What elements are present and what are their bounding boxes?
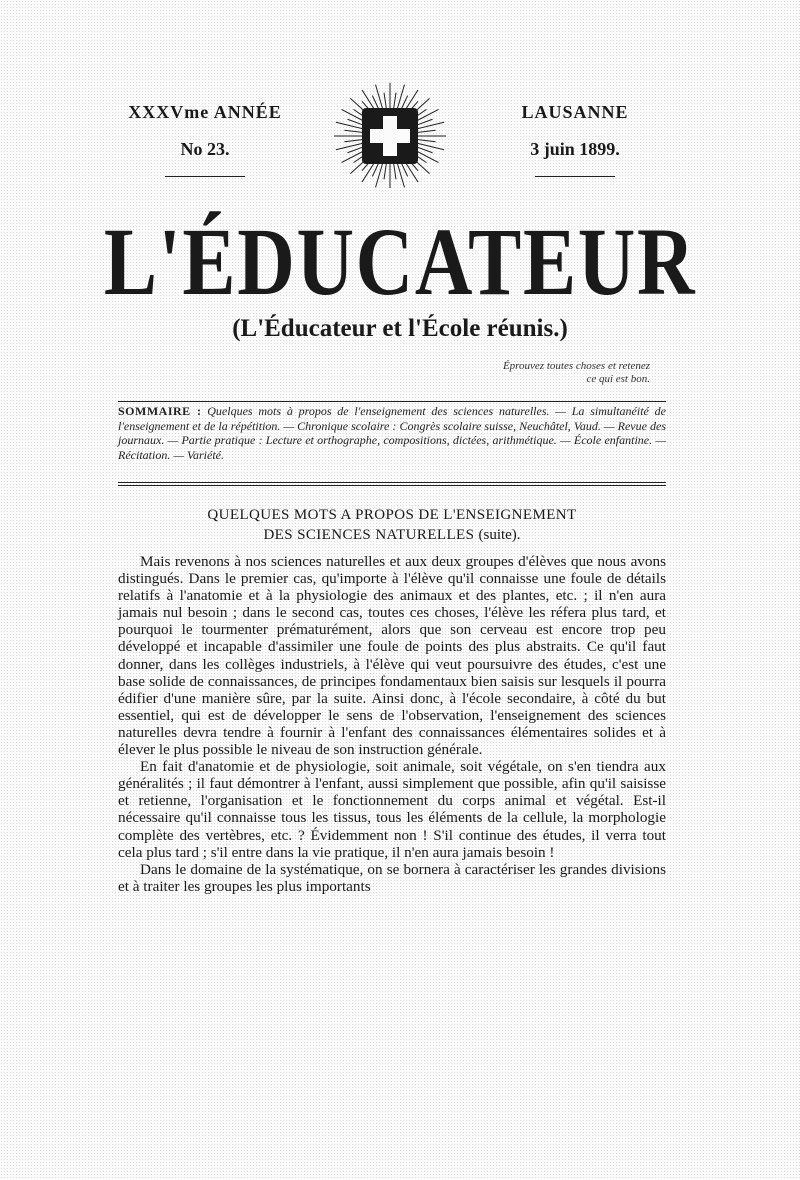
emblem-ray [393,93,396,111]
masthead-left-rule [165,176,245,177]
emblem-ray [336,143,365,150]
emblem-ray [397,85,405,111]
emblem-ray [384,93,387,111]
swiss-cross-emblem-icon [330,78,450,188]
emblem-ray [376,161,384,187]
article-title-line [118,525,666,545]
article-body [118,553,666,895]
motto-line: Éprouvez toutes choses et retenez [502,360,650,372]
paragraph: En fait d'anatomie et de physiologie, soit animale, soit végétale, on s'en tiendra aux généralités ; il faut démontrer à l'enfant, aussi simplement que possible, afin qu'il saisisse et retienne, l'organisation et le fonctionnement du corps animal et végétal. Est-il nécessaire qu'il connaisse tous les tissus, tous les éléments de la cellule, la morphologie complète des vertèbres, etc. ? Évidemment non ! S'il continue des études, il verra tout cela plus tard ; s'il entre dans la vie pratique, il n'en aura jamais besoin ! [118,758,666,861]
emblem-ray [384,162,387,180]
sommaire-rule-bottom [118,485,666,486]
sommaire-items: Quelques mots à propos de l'enseignement des sciences naturelles. — La simultanéité de l'enseignement et de la répétition. — Chronique scolaire : Congrès scolaire suisse, Neuchâtel, Vaud. — Revue des journaux. — Partie pratique : Lecture et orthographe, compositions, dictées, arithmétique. — École enfantine. — Récitation. — Variété. [118,404,666,462]
article-title [118,505,666,545]
paragraph: Dans le domaine de la systématique, on se bornera à caractériser les grandes divisions et à traiter les groupes les plus importants [118,860,666,895]
motto [420,360,650,386]
emblem-ray [416,130,436,132]
journal-title: L'ÉDUCATEUR [103,208,697,315]
paragraph: Mais revenons à nos sciences naturelles et aux deux groupes d'élèves que nous avons distingués. Dans le premier cas, qu'importe à l'élève qu'il connaisse une foule de détails relatifs à l'anatomie et à la physiologie des animaux et des plantes, etc. ; il n'en aura jamais nul besoin ; dans le second cas, toutes ces choses, l'élève les réfera plus tard, et pourquoi le tourmenter prématurément, alors que son cerveau est encore trop peu développé et incapable d'assimiler une foule de points des plus abstraits. Ce qu'il faut donner, dans les collèges industriels, à l'élève qui veut poursuivre des études, c'est une base solide de connaissances, de principes fondamentaux bien saisis sur lesquels il pourra édifier d'une manière sûre, par la suite. Ainsi donc, à l'école secondaire, à côté du but essentiel, qui est de développer le sens de l'observation, l'enseignement des sciences naturelles devra tendre à fournir à l'enfant des connaissances élémentaires solides et à élever le plus possible le niveau de son instruction générale. [118,553,666,759]
volume-year: XXXVme ANNÉE [128,102,282,122]
article-title-text: DES SCIENCES NATURELLES [263,527,475,543]
emblem-ray [344,130,364,132]
emblem-ray [415,122,444,129]
table-of-contents [118,404,666,462]
masthead-right [490,100,660,177]
emblem-ray [397,161,405,187]
masthead-right-rule [535,176,615,177]
journal-subtitle: (L'Éducateur et l'École réunis.) [232,315,568,342]
sommaire-rule-top [118,401,666,402]
article-title-suite: (suite). [478,527,521,543]
issue-date: 3 juin 1899. [530,139,620,159]
emblem-ray [393,162,396,180]
issue-number: No 23. [180,139,230,159]
emblem-ray [415,143,444,150]
motto-line: ce qui est bon. [586,373,650,385]
sommaire-label: SOMMAIRE : [118,404,202,418]
emblem-ray [416,139,436,141]
emblem-ray [336,122,365,129]
sommaire-rule-bottom [118,482,666,483]
emblem-ray [376,85,384,111]
masthead-left [110,100,300,177]
place: LAUSANNE [521,102,629,122]
article-title-line: QUELQUES MOTS A PROPOS DE L'ENSEIGNEMENT [207,507,577,523]
emblem-ray [344,139,364,141]
